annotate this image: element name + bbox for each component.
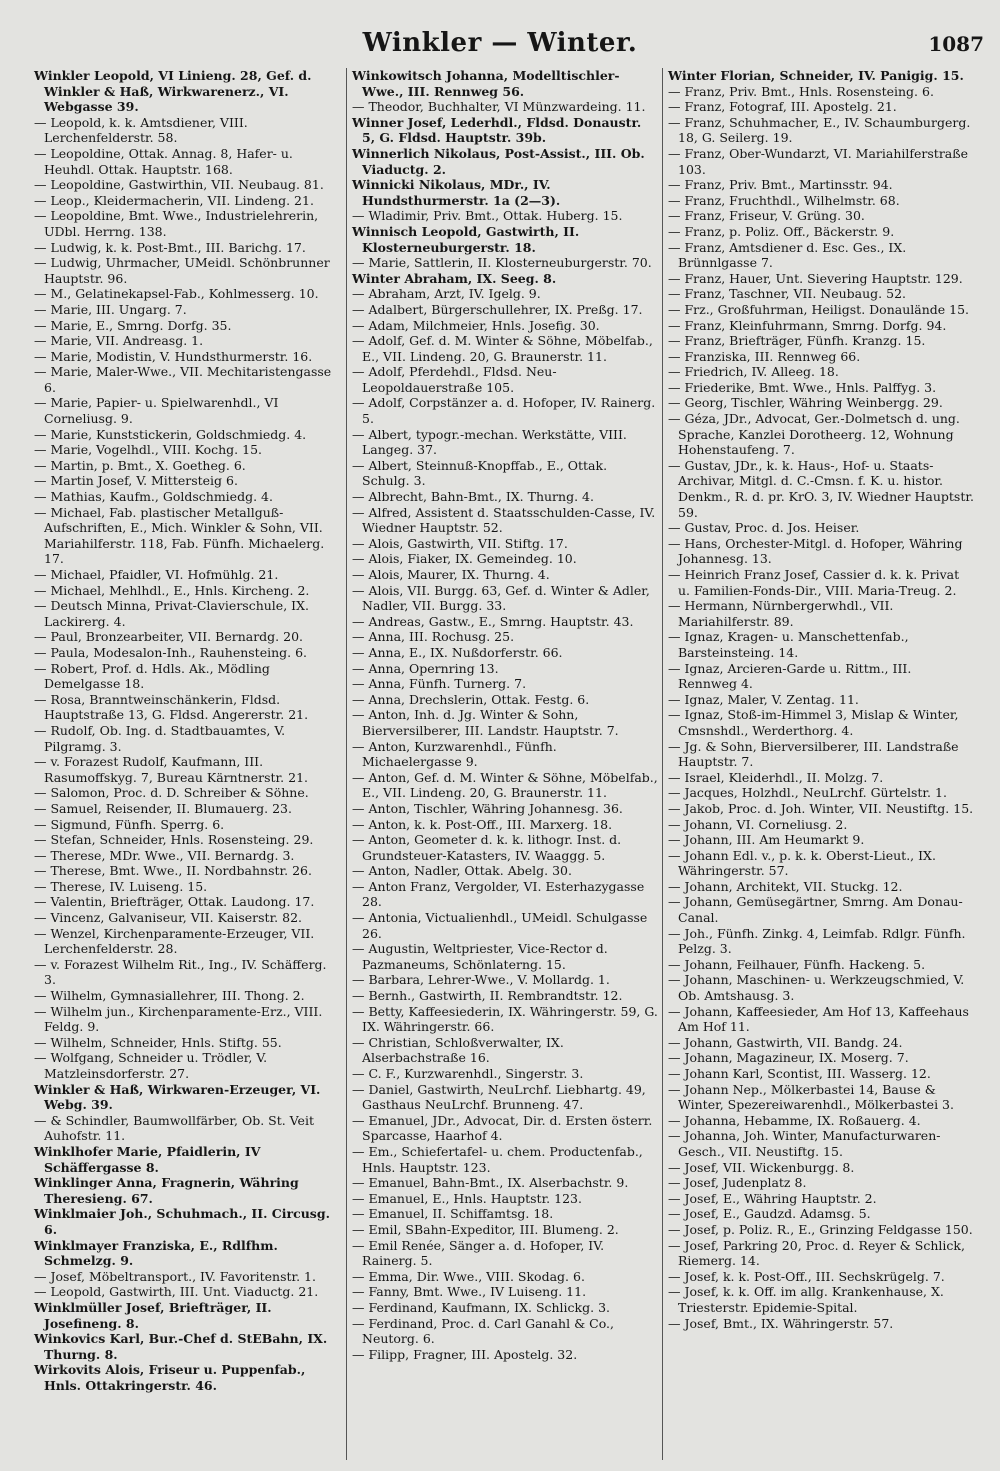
directory-entry: — Alois, Maurer, IX. Thurng. 4. (352, 567, 550, 582)
directory-entry-heading: Winklhofer Marie, Pfaidlerin, IV Schäffergasse 8. (34, 1143, 261, 1175)
directory-entry: — Josef, k. k. Off. im allg. Krankenhause, X. Triesterstr. Epidemie-Spital. (668, 1284, 944, 1315)
directory-entry: — Albert, typogr.-mechan. Werkstätte, VIII. Langeg. 37. (352, 426, 627, 458)
directory-entry: — Alois, Gastwirth, VII. Stiftg. 17. (352, 535, 568, 551)
directory-entry: — Daniel, Gastwirth, NeuLrchf. Liebhartg. 49, Gasthaus NeuLrchf. Brunneng. 47. (352, 1081, 646, 1113)
directory-entry-heading: Wirkovits Alois, Friseur u. Puppenfab., Hnls. Ottakringerstr. 46. (34, 1362, 306, 1393)
directory-entry: — Anton, Inh. d. Jg. Winter & Sohn, Bierversilberer, III. Landstr. Hauptstr. 7. (352, 707, 619, 738)
directory-entry: — Franz, Taschner, VII. Neubaug. 52. (668, 286, 907, 302)
directory-entry: — Wilhelm jun., Kirchenparamente-Erz., VIII. Feldg. 9. (34, 1003, 323, 1035)
directory-entry: — Johann, Kaffeesieder, Am Hof 13, Kaffeehaus Am Hof 11. (668, 1003, 969, 1035)
directory-entry: — Joh., Fünfh. Zinkg. 4, Leimfab. Rdlgr. Fünfh. Pelzg. 3. (668, 925, 966, 957)
directory-entry: — Rudolf, Ob. Ing. d. Stadtbauamtes, V. Pilgramg. 3. (34, 722, 286, 754)
directory-entry: — Emma, Dir. Wwe., VIII. Skodag. 6. (352, 1268, 585, 1284)
directory-entry: — Johann, Feilhauer, Fünfh. Hackeng. 5. (668, 956, 926, 972)
directory-entry: — Anton, Geometer d. k. k. lithogr. Inst. d. Grundsteuer-Katasters, IV. Waaggg. 5. (352, 832, 622, 863)
directory-entry: — Emanuel, JDr., Advocat, Dir. d. Ersten österr. Sparcasse, Haarhof 4. (352, 1112, 653, 1144)
directory-entry: — Josef, Bmt., IX. Währingerstr. 57. (668, 1315, 894, 1331)
directory-entry: — Martin Josef, V. Mittersteig 6. (34, 473, 238, 489)
directory-entry: — Marie, Kunststickerin, Goldschmiedg. 4. (34, 426, 307, 442)
directory-entry: — Johann, III. Am Heumarkt 9. (668, 832, 865, 848)
directory-entry: — v. Forazest Wilhelm Rit., Ing., IV. Schäfferg. 3. (34, 956, 327, 988)
directory-entry: — Anton Franz, Vergolder, VI. Esterhazygasse 28. (352, 878, 645, 910)
directory-entry: — Johann, Architekt, VII. Stuckg. 12. (668, 878, 903, 894)
directory-entry: — Marie, E., Smrng. Dorfg. 35. (34, 317, 232, 333)
directory-entry: — Anton, Nadler, Ottak. Abelg. 30. (352, 863, 572, 879)
directory-entry: — Adolf, Corpstänzer a. d. Hofoper, IV. Rainerg. 5. (352, 395, 656, 427)
directory-entry: — Gustav, Proc. d. Jos. Heiser. (668, 520, 860, 536)
directory-entry: — Jg. & Sohn, Bierversilberer, III. Landstraße Hauptstr. 7. (668, 738, 959, 770)
directory-entry: — Anna, E., IX. Nußdorferstr. 66. (352, 644, 563, 660)
directory-entry-heading: Winnisch Leopold, Gastwirth, II. Klosterneuburgerstr. 18. (352, 223, 580, 255)
directory-entry: — Adam, Milchmeier, Hnls. Josefig. 30. (352, 317, 600, 333)
directory-entry: — Vincenz, Galvaniseur, VII. Kaiserstr. 82. (34, 910, 303, 926)
directory-entry: — Franz, Briefträger, Fünfh. Kranzg. 15. (668, 333, 926, 349)
directory-entry: — Frz., Großfuhrman, Heiligst. Donaulände 15. (668, 301, 970, 317)
directory-entry: — Deutsch Minna, Privat-Clavierschule, IX. Lackirerg. 4. (34, 598, 309, 629)
directory-entry: — Johann Karl, Scontist, III. Wasserg. 12. (668, 1066, 931, 1081)
directory-entry: — Johann, VI. Corneliusg. 2. (668, 816, 848, 832)
directory-entry: — Em., Schiefertafel- u. chem. Productenfab., Hnls. Hauptstr. 123. (352, 1143, 643, 1175)
directory-entry: — Adolf, Pferdehdl., Fldsd. Neu-Leopoldauerstraße 105. (352, 364, 557, 395)
directory-entry: — Valentin, Briefträger, Ottak. Laudong. 17. (34, 894, 315, 910)
directory-entry: — Hans, Orchester-Mitgl. d. Hofoper, Währing Johannesg. 13. (668, 535, 963, 567)
directory-entry: — Anna, Opernring 13. (352, 660, 499, 676)
directory-entry: — Wolfgang, Schneider u. Trödler, V. Matzleinsdorferstr. 27. (34, 1050, 268, 1081)
directory-entry: — Adalbert, Bürgerschullehrer, IX. Preßg. 17. (352, 301, 643, 317)
directory-entry: — Wilhelm, Schneider, Hnls. Stiftg. 55. (34, 1034, 282, 1050)
directory-entry: — Sigmund, Fünfh. Sperrg. 6. (34, 816, 225, 832)
directory-entry: — Marie, Maler-Wwe., VII. Mechitaristengasse 6. (34, 364, 332, 395)
directory-entry: — Anna, III. Rochusg. 25. (352, 629, 515, 645)
directory-entry: — Josef, E., Währing Hauptstr. 2. (668, 1190, 877, 1206)
directory-entry: — Alois, VII. Burgg. 63, Gef. d. Winter & Adler, Nadler, VII. Burgg. 33. (352, 582, 650, 614)
directory-entry: — Jakob, Proc. d. Joh. Winter, VII. Neustiftg. 15. (668, 800, 974, 816)
directory-entry: — Johanna, Hebamme, IX. Roßauerg. 4. (668, 1112, 921, 1128)
directory-entry: — Ludwig, Uhrmacher, UMeidl. Schönbrunner Hauptstr. 96. (34, 255, 330, 286)
directory-entry: — & Schindler, Baumwollfärber, Ob. St. Veit Auhofstr. 11. (34, 1112, 314, 1144)
directory-entry: — Wenzel, Kirchenparamente-Erzeuger, VII. Lerchenfelderstr. 28. (34, 925, 315, 957)
directory-entry: — Christian, Schloßverwalter, IX. Alserbachstraße 16. (352, 1034, 564, 1066)
directory-entry: — Franziska, III. Rennweg 66. (668, 348, 861, 364)
directory-entry: — Franz, Priv. Bmt., Hnls. Rosensteing. 6. (668, 83, 934, 99)
page-header (0, 24, 1000, 64)
directory-entry: — Franz, Fotograf, III. Apostelg. 21. (668, 99, 897, 115)
directory-entry: — Josef, Parkring 20, Proc. d. Reyer & Schlick, Riemerg. 14. (668, 1237, 965, 1269)
directory-entry: — Michael, Fab. plastischer Metallguß-Aufschriften, E., Mich. Winkler & Sohn, VII. Mariahilferstr. 118, Fab. Fünfh. Michaelerg. 17. (34, 504, 325, 567)
page-number: 1087 (928, 32, 984, 56)
directory-entry: — Marie, Modistin, V. Hundsthurmerstr. 16. (34, 348, 313, 364)
directory-entry: — Johann Nep., Mölkerbastei 14, Bause & Winter, Spezereiwarenhdl., Mölkerbastei 3. (668, 1081, 954, 1113)
directory-entry: — Johanna, Joh. Winter, Manufacturwaren-Gesch., VII. Neustiftg. 15. (668, 1128, 941, 1159)
directory-entry: — Franz, Kleinfuhrmann, Smrng. Dorfg. 94. (668, 317, 947, 333)
directory-entry: — Leop., Kleidermacherin, VII. Lindeng. 21. (34, 192, 314, 208)
directory-entry: — Andreas, Gastw., E., Smrng. Hauptstr. 43. (352, 613, 634, 629)
directory-entry: — Emil Renée, Sänger a. d. Hofoper, IV. Rainerg. 5. (352, 1237, 605, 1269)
directory-entry: — Salomon, Proc. d. D. Schreiber & Söhne. (34, 785, 309, 801)
directory-entry: — Betty, Kaffeesiederin, IX. Währingerstr. 59, G. IX. Währingerstr. 66. (352, 1003, 658, 1035)
directory-entry-heading: Winklmaier Joh., Schuhmach., II. Circusg. 6. (34, 1206, 330, 1237)
directory-entry: — Albrecht, Bahn-Bmt., IX. Thurng. 4. (352, 489, 594, 505)
directory-entry: — Therese, Bmt. Wwe., II. Nordbahnstr. 26. (34, 863, 312, 879)
directory-entry: — Michael, Pfaidler, VI. Hofmühlg. 21. (34, 567, 279, 582)
column-2 (346, 68, 662, 1460)
directory-entry: — Franz, Friseur, V. Grüng. 30. (668, 208, 865, 224)
directory-entry: — Barbara, Lehrer-Wwe., V. Mollardg. 1. (352, 972, 610, 988)
directory-entry: — Josef, VII. Wickenburgg. 8. (668, 1159, 855, 1175)
directory-entry: — Abraham, Arzt, IV. Igelg. 9. (352, 286, 541, 302)
directory-entry: — Stefan, Schneider, Hnls. Rosensteing. 29. (34, 832, 314, 848)
directory-entry-heading: Winkler Leopold, VI Linieng. 28, Gef. d. Winkler & Haß, Wirkwarenerz., VI. Webgasse 39. (34, 68, 312, 115)
directory-entry: — Marie, Sattlerin, II. Klosterneuburgerstr. 70. (352, 255, 652, 271)
directory-entry: — Michael, Mehlhdl., E., Hnls. Kircheng. 2. (34, 582, 310, 598)
directory-entry: — Ferdinand, Proc. d. Carl Ganahl & Co., Neutorg. 6. (352, 1315, 614, 1347)
directory-entry: — Gustav, JDr., k. k. Haus-, Hof- u. Staats-Archivar, Mitgl. d. C.-Cmsn. f. K. u. histor. Denkm., R. d. pr. KrO. 3, IV. Wiedner Hauptstr. 59. (668, 457, 974, 520)
directory-entry: — Jacques, Holzhdl., NeuLrchf. Gürtelstr. 1. (668, 785, 947, 801)
directory-entry: — Marie, III. Ungarg. 7. (34, 301, 187, 317)
page-title: Winkler — Winter. (362, 28, 638, 58)
directory-entry: — Alfred, Assistent d. Staatsschulden-Casse, IV. Wiedner Hauptstr. 52. (352, 504, 656, 536)
directory-entry: — Leopold, k. k. Amtsdiener, VIII. Lerchenfelderstr. 58. (34, 114, 248, 146)
directory-entry: — Josef, E., Gaudzd. Adamsg. 5. (668, 1206, 871, 1222)
directory-entry: — Franz, Fruchthdl., Wilhelmstr. 68. (668, 192, 900, 208)
directory-entry-heading: Winter Florian, Schneider, IV. Panigig. 15. (668, 68, 964, 83)
column-1 (30, 68, 346, 1460)
directory-entry: — Emanuel, Bahn-Bmt., IX. Alserbachstr. 9. (352, 1175, 629, 1191)
directory-entry: — Georg, Tischler, Währing Weinbergg. 29. (668, 395, 943, 411)
directory-entry: — Wilhelm, Gymnasiallehrer, III. Thong. 2. (34, 988, 305, 1004)
entry-columns (30, 68, 978, 1460)
directory-entry: — v. Forazest Rudolf, Kaufmann, III. Rasumoffskyg. 7, Bureau Kärntnerstr. 21. (34, 754, 308, 785)
directory-entry: — Paul, Bronzearbeiter, VII. Bernardg. 20. (34, 629, 304, 645)
directory-entry: — Anton, Kurzwarenhdl., Fünfh. Michaelergasse 9. (352, 738, 557, 770)
directory-entry-heading: Winkler & Haß, Wirkwaren-Erzeuger, VI. Webg. 39. (34, 1081, 321, 1113)
directory-entry: — Franz, Schuhmacher, E., IV. Schaumburgerg. 18, G. Seilerg. 19. (668, 114, 971, 146)
directory-entry: — Johann, Maschinen- u. Werkzeugschmied, V. Ob. Amtshausg. 3. (668, 972, 965, 1004)
directory-entry: — Franz, Ober-Wundarzt, VI. Mariahilferstraße 103. (668, 145, 968, 177)
directory-entry: — Israel, Kleiderhdl., II. Molzg. 7. (668, 769, 884, 785)
directory-entry: — Franz, p. Poliz. Off., Bäckerstr. 9. (668, 223, 895, 239)
directory-entry: — Ignaz, Stoß-im-Himmel 3, Mislap & Winter, Cmsnshdl., Werderthorg. 4. (668, 707, 959, 738)
column-3 (662, 68, 978, 1460)
directory-entry: — Josef, p. Poliz. R., E., Grinzing Feldgasse 150. (668, 1221, 973, 1237)
directory-entry: — Emanuel, II. Schiffamtsg. 18. (352, 1206, 554, 1222)
directory-entry: — Albert, Steinnuß-Knopffab., E., Ottak. Schulg. 3. (352, 457, 608, 489)
directory-entry: — Augustin, Weltpriester, Vice-Rector d. Pazmaneums, Schönlaterng. 15. (352, 941, 608, 972)
directory-entry-heading: Winkovics Karl, Bur.-Chef d. StEBahn, IX. Thurng. 8. (34, 1331, 328, 1362)
directory-entry: — C. F., Kurzwarenhdl., Singerstr. 3. (352, 1066, 584, 1081)
directory-entry: — Hermann, Nürnbergerwhdl., VII. Mariahilferstr. 89. (668, 598, 894, 629)
directory-entry: — Marie, VII. Andreasg. 1. (34, 333, 204, 349)
directory-entry: — Leopoldine, Ottak. Annag. 8, Hafer- u. Heuhdl. Ottak. Hauptstr. 168. (34, 145, 293, 177)
directory-entry: — Martin, p. Bmt., X. Goetheg. 6. (34, 457, 246, 473)
directory-entry: — Wladimir, Priv. Bmt., Ottak. Huberg. 15. (352, 208, 623, 224)
directory-entry: — Leopoldine, Gastwirthin, VII. Neubaug. 81. (34, 177, 324, 193)
directory-entry: — Friedrich, IV. Alleeg. 18. (668, 364, 839, 380)
directory-entry: — Adolf, Gef. d. M. Winter & Söhne, Möbelfab., E., VII. Lindeng. 20, G. Braunerstr. 11. (352, 333, 653, 364)
directory-entry-heading: Winklmüller Josef, Briefträger, II. Josefineng. 8. (34, 1299, 272, 1331)
directory-entry: — Johann, Magazineur, IX. Moserg. 7. (668, 1050, 909, 1066)
directory-entry: — Anna, Drechslerin, Ottak. Festg. 6. (352, 691, 590, 707)
directory-entry: — Theodor, Buchhalter, VI Münzwardeing. 11. (352, 99, 646, 115)
directory-entry: — Emil, SBahn-Expeditor, III. Blumeng. 2. (352, 1221, 619, 1237)
directory-entry-heading: Winkowitsch Johanna, Modelltischler-Wwe., III. Rennweg 56. (352, 68, 620, 99)
directory-entry: — Johann, Gastwirth, VII. Bandg. 24. (668, 1034, 903, 1050)
directory-entry: — Leopoldine, Bmt. Wwe., Industrielehrerin, UDbl. Herrng. 138. (34, 208, 319, 239)
directory-entry: — Robert, Prof. d. Hdls. Ak., Mödling Demelgasse 18. (34, 660, 270, 692)
directory-entry: — Paula, Modesalon-Inh., Rauhensteing. 6. (34, 644, 308, 660)
directory-entry-heading: Winklmayer Franziska, E., Rdlfhm. Schmelzg. 9. (34, 1237, 278, 1269)
directory-entry-heading: Winnicki Nikolaus, MDr., IV. Hundsthurmerstr. 1a (2—3). (352, 177, 561, 208)
directory-entry: — Friederike, Bmt. Wwe., Hnls. Palffyg. 3. (668, 379, 937, 395)
directory-entry: — Josef, Möbeltransport., IV. Favoritenstr. 1. (34, 1268, 316, 1284)
directory-entry: — Josef, k. k. Post-Off., III. Sechskrügelg. 7. (668, 1268, 945, 1284)
directory-entry: — Franz, Hauer, Unt. Sievering Hauptstr. 129. (668, 270, 963, 286)
directory-entry: — Therese, IV. Luiseng. 15. (34, 878, 208, 894)
directory-entry: — Emanuel, E., Hnls. Hauptstr. 123. (352, 1190, 582, 1206)
directory-entry: — Ferdinand, Kaufmann, IX. Schlickg. 3. (352, 1299, 611, 1315)
directory-entry: — Josef, Judenplatz 8. (668, 1175, 807, 1191)
directory-entry: — Filipp, Fragner, III. Apostelg. 32. (352, 1346, 578, 1362)
directory-entry: — Antonia, Victualienhdl., UMeidl. Schulgasse 26. (352, 910, 648, 941)
directory-entry: — Rosa, Branntweinschänkerin, Fldsd. Hauptstraße 13, G. Fldsd. Angererstr. 21. (34, 691, 309, 723)
directory-entry-heading: Winter Abraham, IX. Seeg. 8. (352, 270, 557, 286)
directory-entry: — Therese, MDr. Wwe., VII. Bernardg. 3. (34, 847, 295, 863)
directory-entry: — Géza, JDr., Advocat, Ger.-Dolmetsch d. ung. Sprache, Kanzlei Dorotheerg. 12, Wohnung Hohenstaufeng. 7. (668, 411, 960, 458)
directory-entry: — Fanny, Bmt. Wwe., IV Luiseng. 11. (352, 1284, 587, 1300)
directory-entry: — Anton, k. k. Post-Off., III. Marxerg. 18. (352, 816, 613, 832)
directory-entry: — Marie, Papier- u. Spielwarenhdl., VI Corneliusg. 9. (34, 395, 279, 427)
directory-entry: — Ignaz, Maler, V. Zentag. 11. (668, 691, 859, 707)
directory-entry: — Johann Edl. v., p. k. k. Oberst-Lieut., IX. Währingerstr. 57. (668, 847, 936, 879)
directory-entry: — Anton, Tischler, Währing Johannesg. 36. (352, 800, 623, 816)
directory-entry: — Ignaz, Kragen- u. Manschettenfab., Barsteinsteing. 14. (668, 629, 909, 660)
directory-entry: — Ludwig, k. k. Post-Bmt., III. Barichg. 17. (34, 239, 306, 255)
directory-entry: — Johann, Gemüsegärtner, Smrng. Am Donau-Canal. (668, 894, 963, 926)
directory-entry: — Heinrich Franz Josef, Cassier d. k. k. Privat u. Familien-Fonds-Dir., VIII. Maria-Treug. 2. (668, 567, 960, 598)
directory-entry: — Alois, Fiaker, IX. Gemeindeg. 10. (352, 551, 577, 567)
directory-entry-heading: Winnerlich Nikolaus, Post-Assist., III. Ob. Viaductg. 2. (352, 145, 645, 177)
directory-entry: — Mathias, Kaufm., Goldschmiedg. 4. (34, 489, 273, 505)
directory-entry: — Leopold, Gastwirth, III. Unt. Viaductg. 21. (34, 1284, 319, 1300)
directory-entry: — Anna, Fünfh. Turnerg. 7. (352, 676, 527, 692)
directory-entry-heading: Winner Josef, Lederhdl., Fldsd. Donaustr. 5, G. Fldsd. Hauptstr. 39b. (352, 114, 642, 146)
directory-entry: — Franz, Amtsdiener d. Esc. Ges., IX. Brünnlgasse 7. (668, 239, 907, 271)
directory-entry: — Samuel, Reisender, II. Blumauerg. 23. (34, 800, 292, 816)
directory-entry: — Anton, Gef. d. M. Winter & Söhne, Möbelfab., E., VII. Lindeng. 20, G. Braunerstr. 11. (352, 769, 658, 801)
directory-entry: — Ignaz, Arcieren-Garde u. Rittm., III. Rennweg 4. (668, 660, 912, 692)
directory-entry: — Marie, Vogelhdl., VIII. Kochg. 15. (34, 442, 263, 458)
directory-entry-heading: Winklinger Anna, Fragnerin, Währing Theresieng. 67. (34, 1175, 299, 1206)
directory-entry: — M., Gelatinekapsel-Fab., Kohlmesserg. 10. (34, 286, 319, 302)
directory-entry: — Bernh., Gastwirth, II. Rembrandtstr. 12. (352, 988, 623, 1004)
directory-entry: — Franz, Priv. Bmt., Martinsstr. 94. (668, 177, 893, 193)
